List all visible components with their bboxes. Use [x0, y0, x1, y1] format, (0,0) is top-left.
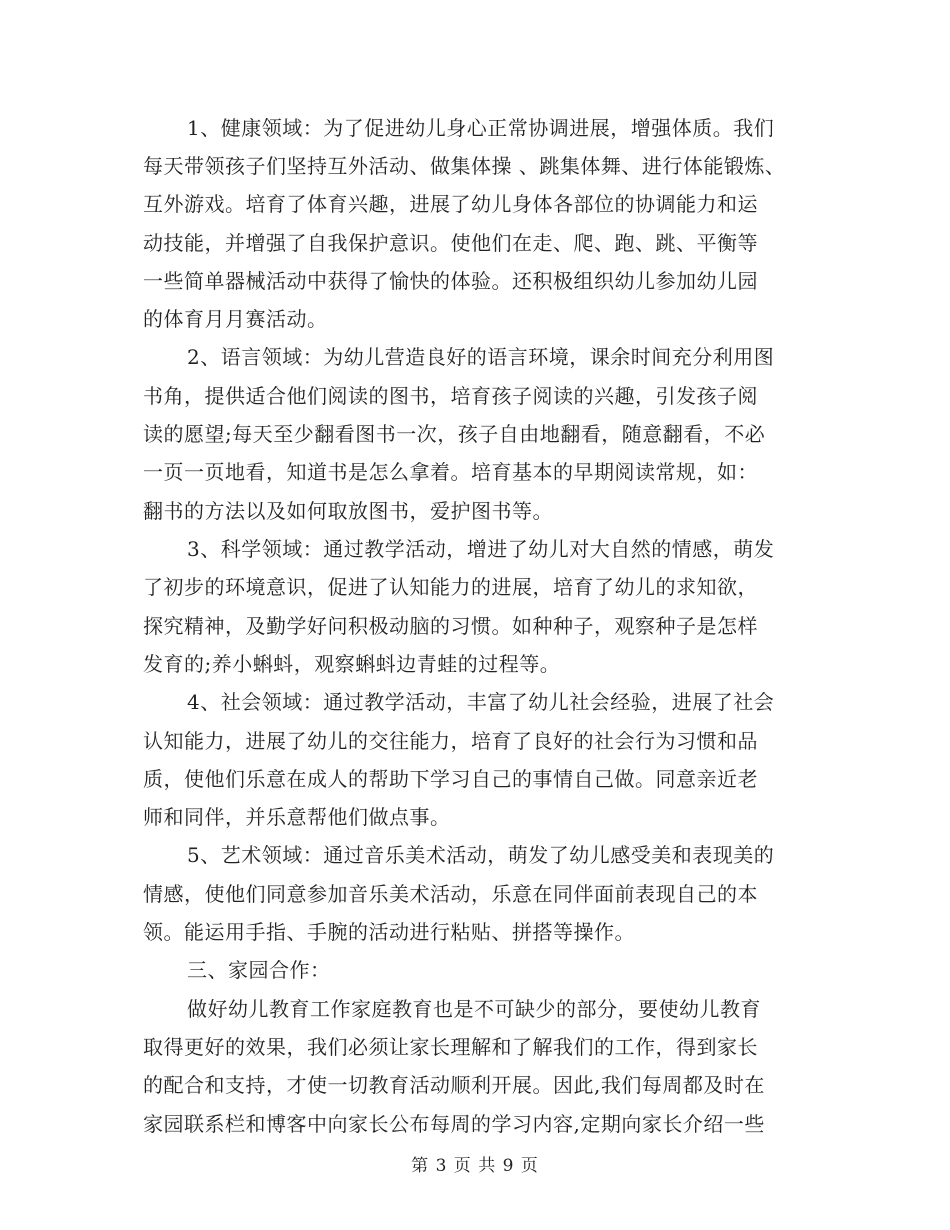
- text-line: 家园联系栏和博客中向家长公布每周的学习内容,定期向家长介绍一些: [143, 1112, 765, 1136]
- text-line: 读的愿望;每天至少翻看图书一次，孩子自由地翻看，随意翻看，不必: [143, 422, 766, 446]
- text-line: 了初步的环境意识，促进了认知能力的进展，培育了幼儿的求知欲，: [143, 575, 758, 599]
- text-line: 1、健康领域：为了促进幼儿身心正常协调进展，增强体质。我们: [187, 116, 775, 140]
- page-number: 第 3 页 共 9 页: [411, 1156, 539, 1176]
- text-line: 认知能力，进展了幼儿的交往能力，培育了良好的社会行为习惯和品: [143, 729, 758, 753]
- text-line: 情感，使他们同意参加音乐美术活动，乐意在同伴面前表现自己的本: [143, 882, 758, 906]
- text-line: 取得更好的效果，我们必须让家长理解和了解我们的工作，得到家长: [143, 1035, 758, 1059]
- text-line: 5、艺术领域：通过音乐美术活动，萌发了幼儿感受美和表现美的: [187, 843, 775, 867]
- text-line: 3、科学领域：通过教学活动，增进了幼儿对大自然的情感，萌发: [187, 537, 775, 561]
- text-line: 的配合和支持，才使一切教育活动顺利开展。因此,我们每周都及时在: [143, 1073, 765, 1097]
- text-line: 探究精神，及勤学好问积极动脑的习惯。如种种子，观察种子是怎样: [143, 614, 758, 638]
- text-line: 2、语言领域：为幼儿营造良好的语言环境，课余时间充分利用图: [187, 345, 775, 369]
- text-line: 质，使他们乐意在成人的帮助下学习自己的事情自己做。同意亲近老: [143, 767, 758, 791]
- text-line: 书角，提供适合他们阅读的图书，培育孩子阅读的兴趣，引发孩子阅: [143, 384, 758, 408]
- text-line: 翻书的方法以及如何取放图书，爱护图书等。: [143, 499, 553, 523]
- text-line: 一页一页地看，知道书是怎么拿着。培育基本的早期阅读常规，如：: [143, 460, 758, 484]
- text-line: 4、社会领域：通过教学活动，丰富了幼儿社会经验，进展了社会: [187, 690, 775, 714]
- text-line: 互外游戏。培育了体育兴趣，进展了幼儿身体各部位的协调能力和运: [143, 192, 758, 216]
- text-line: 动技能，并增强了自我保护意识。使他们在走、爬、跑、跳、平衡等: [143, 231, 758, 255]
- text-line: 做好幼儿教育工作家庭教育也是不可缺少的部分，要使幼儿教育: [187, 997, 761, 1021]
- text-line: 的体育月月赛活动。: [143, 307, 328, 331]
- text-line: 每天带领孩子们坚持互外活动、做集体操 、跳集体舞、进行体能锻炼、: [143, 154, 786, 178]
- text-line: 发育的;养小蝌蚪，观察蝌蚪边青蛙的过程等。: [143, 652, 561, 676]
- text-line: 领。能运用手指、手腕的活动进行粘贴、拼搭等操作。: [143, 920, 635, 944]
- text-line: 一些简单器械活动中获得了愉快的体验。还积极组织幼儿参加幼儿园: [143, 269, 758, 293]
- section-heading: 三、家园合作：: [187, 958, 331, 982]
- text-line: 师和同伴，并乐意帮他们做点事。: [143, 805, 451, 829]
